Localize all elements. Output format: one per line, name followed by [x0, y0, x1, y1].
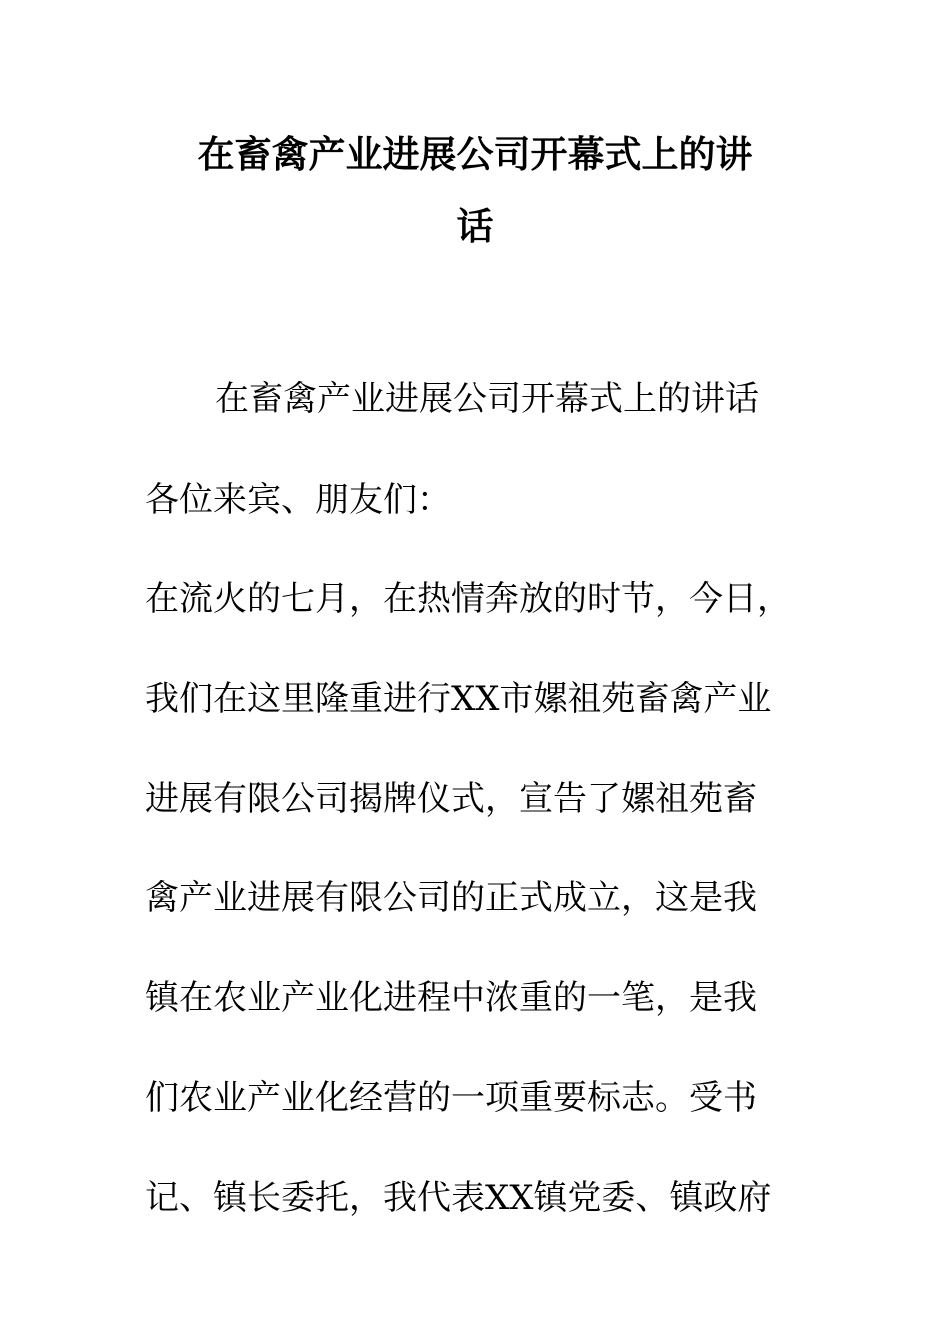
body-line-7: 镇在农业产业化进程中浓重的一笔，是我 — [145, 978, 757, 1018]
document-title-line-2: 话 — [456, 205, 494, 248]
body-line-salutation: 各位来宾、朋友们： — [145, 480, 451, 520]
body-line-9: 记、镇长委托，我代表XX镇党委、镇政府 — [145, 1178, 772, 1218]
body-line-4: 我们在这里隆重进行XX市嫘祖苑畜禽产业 — [145, 679, 772, 719]
body-line-6: 禽产业进展有限公司的正式成立，这是我 — [145, 878, 757, 918]
body-line-3: 在流火的七月，在热情奔放的时节，今日， — [145, 579, 791, 619]
body-line-8: 们农业产业化经营的一项重要标志。受书 — [145, 1078, 757, 1118]
body-line-heading: 在畜禽产业进展公司开幕式上的讲话 — [215, 379, 759, 419]
document-title-line-1: 在畜禽产业进展公司开幕式上的讲 — [197, 133, 753, 176]
body-line-5: 进展有限公司揭牌仪式，宣告了嫘祖苑畜 — [145, 779, 757, 819]
